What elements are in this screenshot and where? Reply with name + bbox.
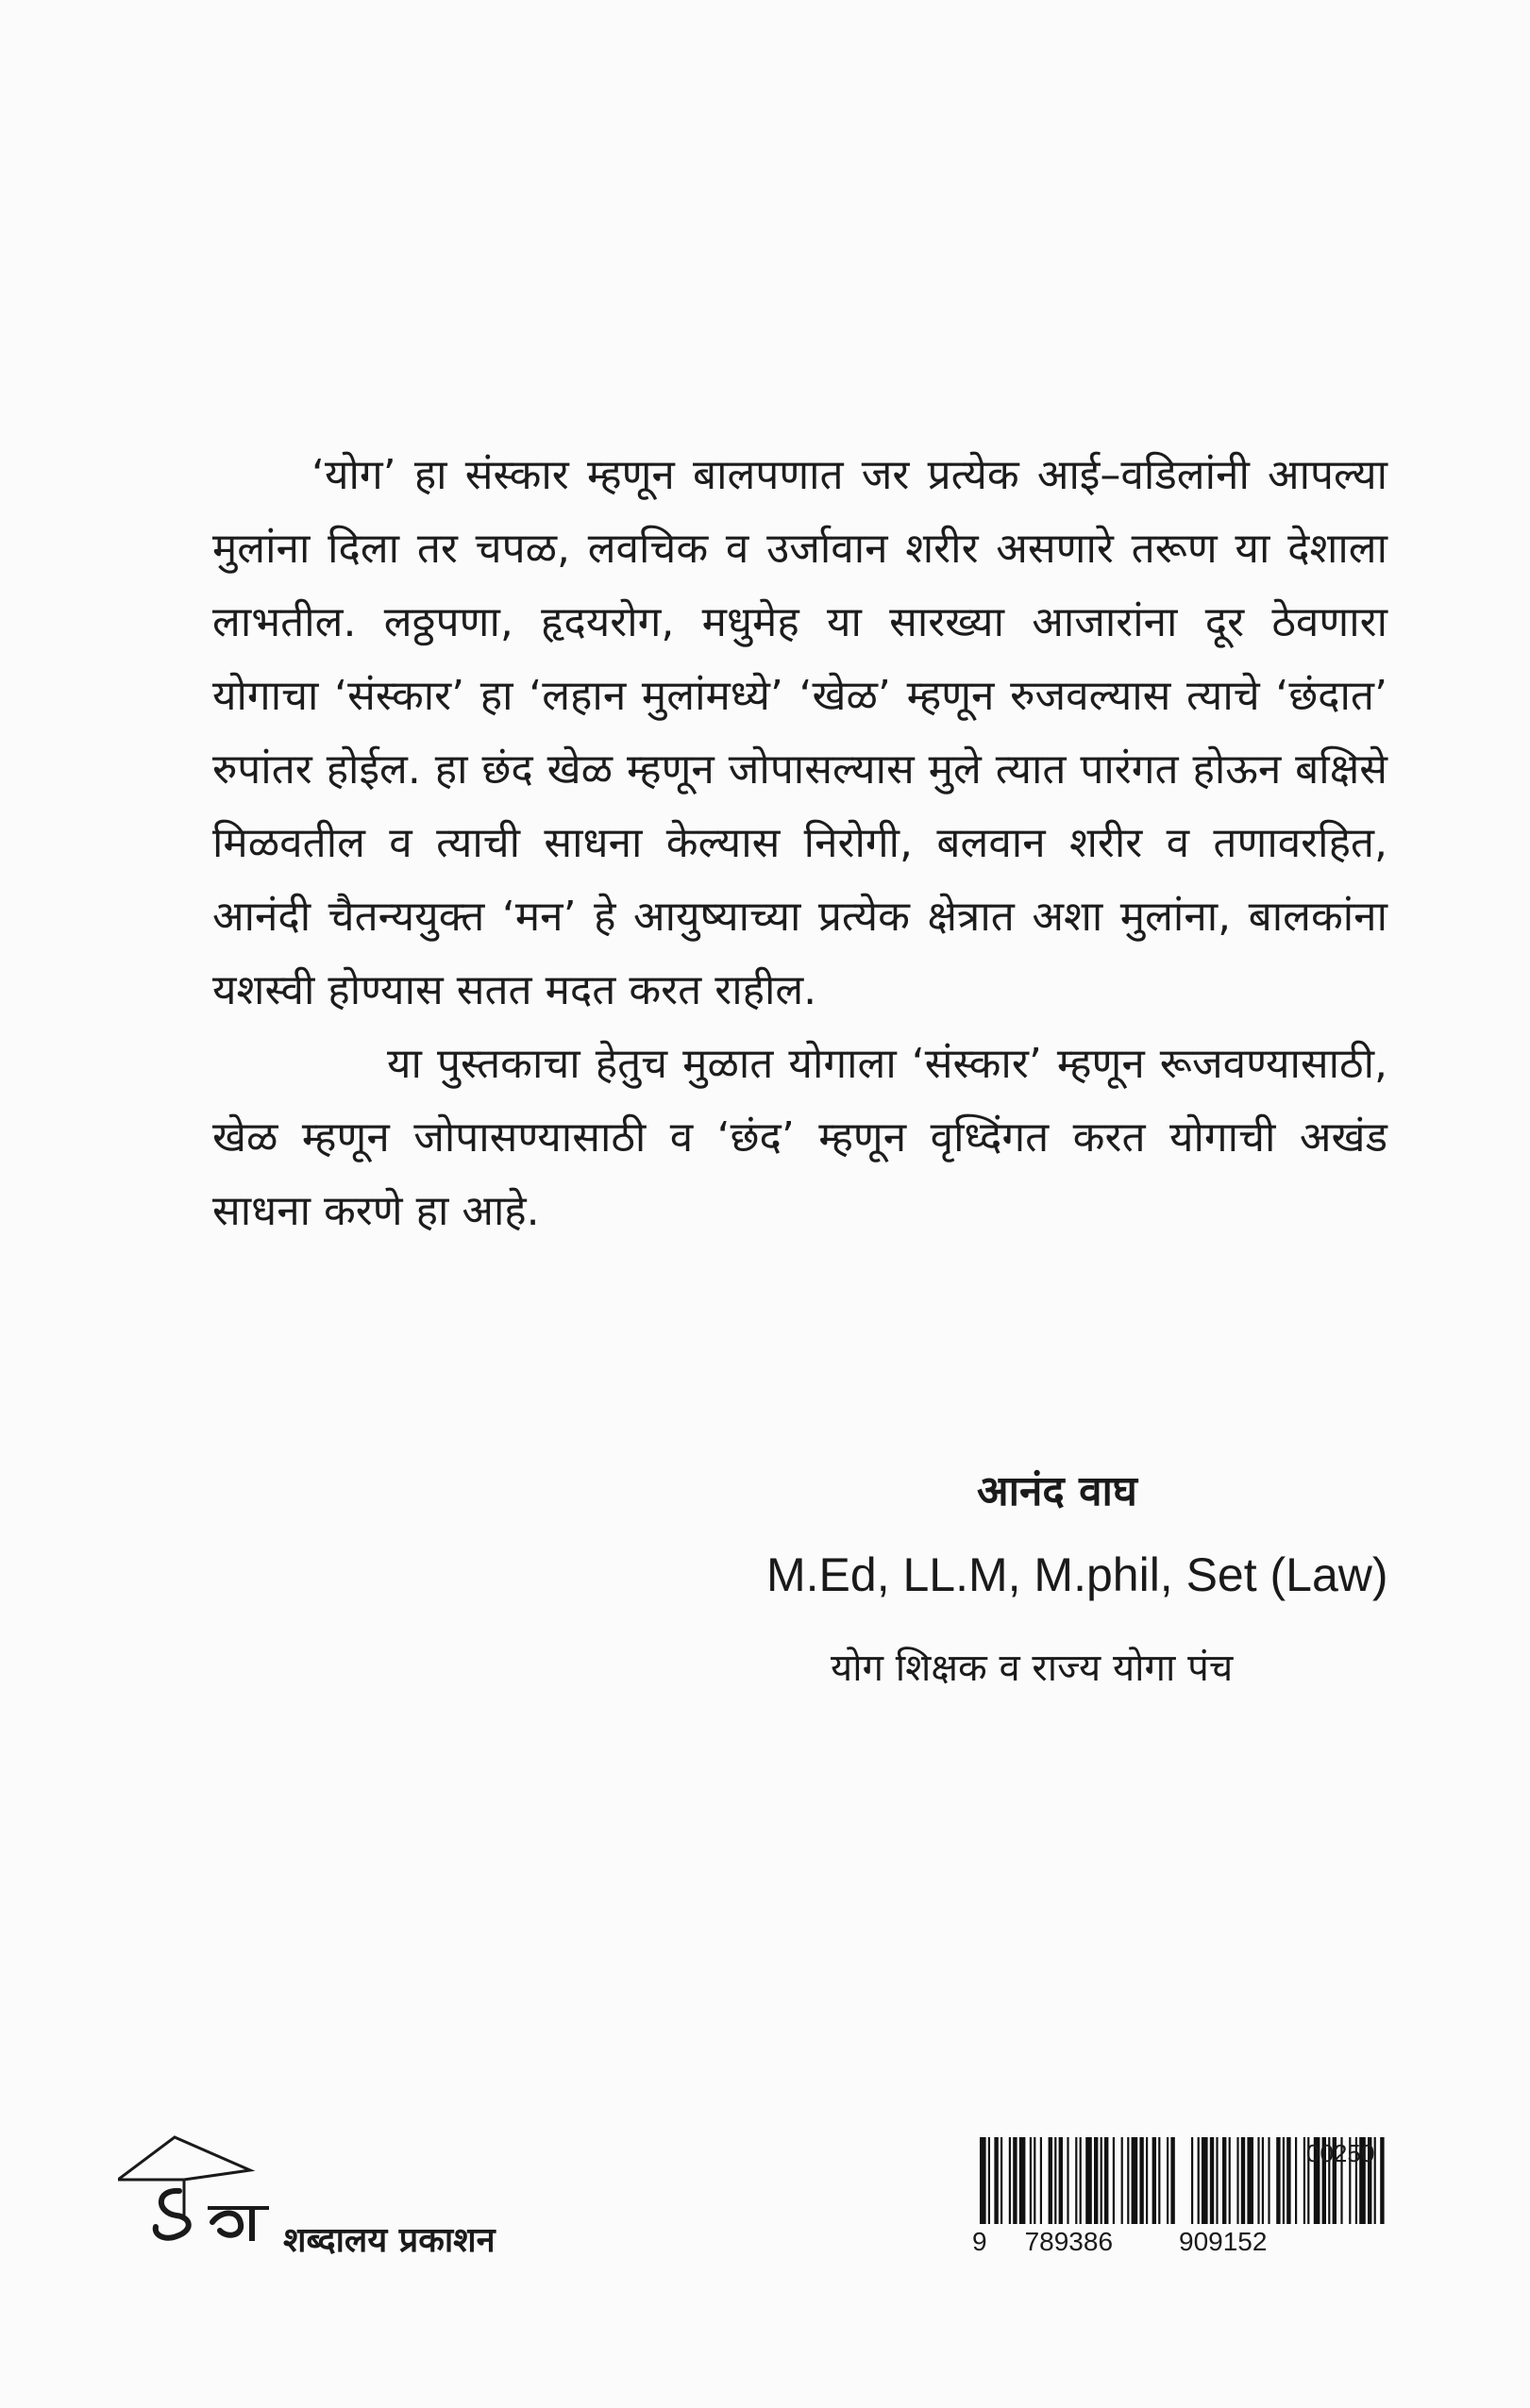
isbn-digit-group-1: 789386 — [1024, 2227, 1114, 2256]
barcode-bar — [1152, 2137, 1156, 2224]
barcode-bar — [1019, 2137, 1026, 2224]
author-role: योग शिक्षक व राज्य योगा पंच — [831, 1647, 1234, 1690]
barcode-bar — [1127, 2137, 1129, 2224]
barcode-bar — [1276, 2137, 1280, 2224]
barcode-bar — [1085, 2137, 1092, 2224]
barcode-bar — [1034, 2137, 1035, 2224]
barcode-bar — [1303, 2137, 1305, 2224]
publisher-name: शब्दालय प्रकाशन — [283, 2221, 496, 2260]
barcode-bar — [1262, 2137, 1264, 2224]
blurb-text — [212, 439, 1387, 1248]
barcode-bar — [1283, 2137, 1285, 2224]
barcode-bar — [988, 2137, 990, 2224]
isbn-digit-group-2: 909152 — [1179, 2227, 1268, 2256]
isbn-digits — [972, 2227, 1387, 2257]
barcode-bar — [1009, 2137, 1011, 2224]
barcode-bar — [1229, 2137, 1231, 2224]
barcode-bar — [1113, 2137, 1115, 2224]
barcode-bar — [1268, 2137, 1269, 2224]
barcode-bar — [1222, 2137, 1226, 2224]
blurb-paragraph-2: या पुस्तकाचा हेतुच मुळात योगाला ‘संस्कार’ म्हणून रूजवण्यासाठी, खेळ म्हणून जोपासण्यासाठी व ‘छंद’ म्हणून वृध्दिंगत करत योगाची अखंड साधना करणे हा आहे. — [212, 1040, 1387, 1235]
barcode-bar — [1075, 2137, 1077, 2224]
barcode-bar — [1040, 2137, 1042, 2224]
barcode-bar — [1191, 2137, 1193, 2224]
barcode-bar — [1139, 2137, 1143, 2224]
barcode-bar — [994, 2137, 998, 2224]
barcode-bar — [1295, 2137, 1297, 2224]
barcode-bar — [1000, 2137, 1002, 2224]
barcode-bar — [1059, 2137, 1063, 2224]
barcode-bar — [1094, 2137, 1098, 2224]
barcode-bar — [1247, 2137, 1253, 2224]
blurb-paragraph-1: ‘योग’ हा संस्कार म्हणून बालपणात जर प्रत्येक आई–वडिलांनी आपल्या मुलांना दिला तर चपळ, लवचिक व उर्जावान शरीर असणारे तरूण या देशाला लाभतील. लठ्ठपणा, हृदयरोग, मधुमेह या सारख्या आजारांना दूर ठेवणारा योगाचा ‘संस्कार’ हा ‘लहान मुलांमध्ये’ ‘खेळ’ म्हणून रुजवल्यास त्याचे ‘छंदात’ रुपांतर होईल. हा छंद खेळ म्हणून जोपासल्यास मुले त्यात पारंगत होऊन बक्षिसे मिळवतील व त्याची साधना केल्यास निरोगी, बलवान शरीर व तणावरहित, आनंदी चैतन्ययुक्त ‘मन’ हे आयुष्याच्या प्रत्येक क्षेत्रात अशा मुलांना, बालकांना यशस्वी होण्यास सतत मदत करत राहील. — [212, 451, 1387, 1014]
barcode-bar — [1241, 2137, 1245, 2224]
barcode-bar — [1104, 2137, 1108, 2224]
barcode-bar — [1236, 2137, 1238, 2224]
barcode-bar — [1049, 2137, 1052, 2224]
barcode-bar — [1101, 2137, 1102, 2224]
barcode-bar — [1210, 2137, 1214, 2224]
barcode-bar — [1202, 2137, 1208, 2224]
barcode-bar — [1013, 2137, 1017, 2224]
barcode-bar — [1167, 2137, 1169, 2224]
barcode-bar — [1380, 2137, 1384, 2224]
price-code: 00250 — [1306, 2139, 1375, 2167]
barcode-bar — [1146, 2137, 1148, 2224]
barcode-bar — [1054, 2137, 1056, 2224]
isbn-lead-digit: 9 — [972, 2227, 987, 2256]
barcode-bar — [1170, 2137, 1174, 2224]
barcode-bar — [1257, 2137, 1259, 2224]
barcode-bar — [980, 2137, 986, 2224]
barcode-bar — [1216, 2137, 1218, 2224]
author-degrees: M.Ed, LL.M, M.phil, Set (Law) — [766, 1548, 1388, 1601]
barcode-bar — [1080, 2137, 1082, 2224]
barcode-bar — [1198, 2137, 1200, 2224]
barcode-bar — [1286, 2137, 1290, 2224]
barcode-bar — [1132, 2137, 1138, 2224]
barcode-bar — [1030, 2137, 1032, 2224]
barcode-bar — [1067, 2137, 1068, 2224]
author-name: आनंद वाघ — [977, 1467, 1137, 1515]
barcode-bar — [1121, 2137, 1123, 2224]
barcode-bar — [1158, 2137, 1160, 2224]
